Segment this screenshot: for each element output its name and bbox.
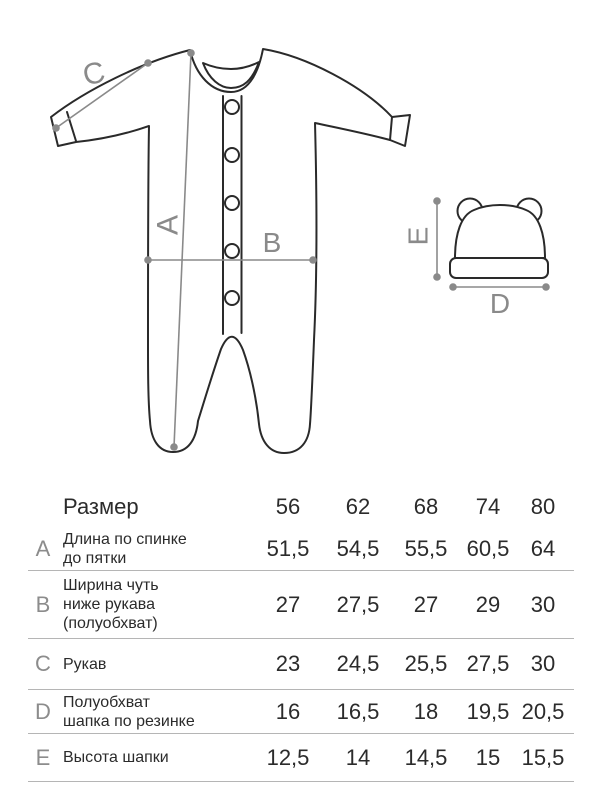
row-letter: E: [35, 744, 51, 770]
hat-dome: [455, 205, 545, 258]
row-value: 25,5: [404, 651, 448, 676]
row-value: 27,5: [466, 651, 510, 676]
snap-button: [225, 196, 239, 210]
row-label-line: до пятки: [63, 550, 127, 567]
size-column-header: 80: [530, 493, 556, 519]
size-column-header: 56: [275, 493, 301, 519]
snap-button: [225, 291, 239, 305]
measure-b-dot: [144, 256, 152, 264]
hat-drawing: [450, 199, 548, 279]
row-value: 12,5: [266, 744, 310, 770]
row-label: [58, 576, 254, 633]
size-column-header: 74: [475, 493, 501, 519]
row-value: 54,5: [336, 536, 380, 561]
row-value: 18: [413, 698, 439, 724]
measure-d-dot: [542, 283, 550, 291]
row-value: 29: [475, 591, 501, 617]
row-label-line: Ширина чуть: [63, 577, 159, 594]
row-value: 15: [475, 744, 501, 770]
row-value: 55,5: [404, 536, 448, 561]
row-letter: B: [35, 591, 51, 617]
measure-e: [433, 197, 441, 281]
measure-c-dot: [52, 124, 60, 132]
row-value: 27: [275, 591, 301, 617]
hat-brim: [450, 258, 548, 278]
row-value: 23: [275, 651, 301, 676]
row-label-line: Высота шапки: [63, 749, 169, 766]
row-label-line: ниже рукава: [63, 596, 156, 613]
measure-e-dot: [433, 197, 441, 205]
row-value: 30: [530, 651, 556, 676]
measure-d-dot: [449, 283, 457, 291]
row-value: 20,5: [521, 698, 565, 724]
row-label-line: Полуобхват: [63, 693, 150, 711]
row-value: 16,5: [336, 698, 380, 724]
measure-c-label: C: [79, 55, 109, 93]
table-row: [28, 571, 574, 639]
row-label: [58, 655, 254, 674]
row-value: 15,5: [521, 744, 565, 770]
row-label: [58, 530, 254, 568]
row-letter: D: [35, 698, 51, 724]
table-row: [28, 639, 574, 690]
table-row: [28, 734, 574, 782]
row-label-line: Рукав: [63, 655, 107, 673]
row-value: 27,5: [336, 591, 380, 617]
size-column-header: 68: [413, 493, 439, 519]
measure-e-label: E: [402, 226, 434, 246]
table-header-row: [28, 485, 574, 528]
table-row: [28, 528, 574, 571]
measure-a-dot: [187, 49, 195, 57]
size-column-header: 62: [345, 493, 371, 519]
row-value: 27: [413, 591, 439, 617]
snap-button: [225, 244, 239, 258]
row-label: [58, 748, 254, 767]
size-table: [28, 485, 574, 782]
row-value: 16: [275, 698, 301, 724]
table-header-label: Размер: [63, 493, 139, 519]
row-value: 64: [530, 536, 556, 561]
row-value: 30: [530, 591, 556, 617]
row-letter: C: [35, 651, 51, 676]
measure-b-dot: [309, 256, 317, 264]
measure-d-label: D: [489, 288, 511, 319]
row-value: 14,5: [404, 744, 448, 770]
snap-button: [225, 100, 239, 114]
row-value: 14: [345, 744, 371, 770]
measure-c-dot: [144, 59, 152, 67]
snap-button: [225, 148, 239, 162]
row-value: 60,5: [466, 536, 510, 561]
row-value: 19,5: [466, 698, 510, 724]
row-letter: A: [35, 536, 51, 561]
measure-e-dot: [433, 273, 441, 281]
row-label-line: Длина по спинке: [63, 531, 187, 548]
row-label-line: шапка по резинке: [63, 712, 195, 730]
onesie-drawing: [51, 49, 410, 453]
measure-a-dot: [170, 443, 178, 451]
measure-a-label: A: [151, 214, 185, 236]
measure-b-label: B: [262, 227, 282, 258]
row-value: 51,5: [266, 536, 310, 561]
table-row: [28, 690, 574, 734]
row-label-line: (полуобхват): [63, 615, 158, 632]
row-label: [58, 693, 254, 731]
row-value: 24,5: [336, 651, 380, 676]
